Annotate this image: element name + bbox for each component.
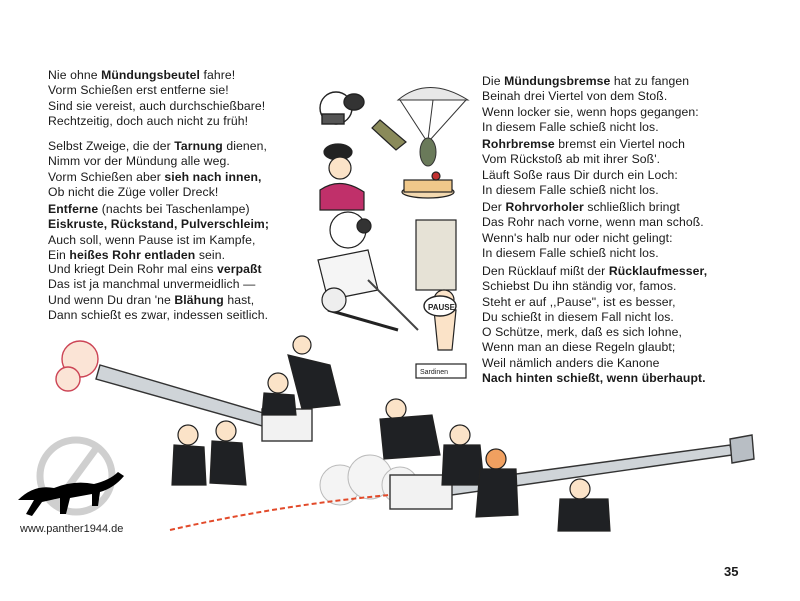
verse-line [482, 137, 685, 152]
pause-sign-label: PAUSE [428, 303, 455, 312]
verse-text: Läuft Soße raus Dir durch ein Loch: [482, 167, 678, 182]
verse-text: Auch soll, wenn Pause ist im Kampfe, [48, 232, 256, 247]
verse-text: Vorm Schießen erst entferne sie! [48, 83, 229, 98]
verse-bold-term: sieh nach innen, [164, 169, 262, 184]
verse-text: Nimm vor der Mündung alle weg. [48, 154, 230, 169]
verse-text: Vom Rückstoß ab mit ihrer Soß'. [482, 152, 661, 167]
verse-text: Du schießt in diesem Fall nicht los. [482, 310, 674, 325]
verse-line [48, 185, 267, 200]
verse-bold-term: Entferne [48, 202, 99, 216]
verse-text: In diesem Falle schieß nicht los. [482, 183, 659, 198]
verse-text: Wenn man an diese Regeln glaubt; [482, 340, 676, 355]
verse-line [482, 89, 699, 104]
right-stanza-3 [482, 200, 704, 262]
verse-text: sein. [195, 248, 226, 263]
left-stanza-3 [48, 202, 269, 264]
verse-bold-term: Rohrvorholer [505, 200, 584, 214]
verse-text: (nachts bei Taschenlampe) [98, 202, 250, 216]
verse-text: Der [482, 200, 506, 214]
verse-bold-term: heißes Rohr entladen [69, 248, 196, 263]
flame-trail-icon [170, 495, 390, 530]
verse-text: Und wenn Du dran 'ne [48, 292, 175, 307]
verse-line [48, 114, 265, 129]
verse-text: Weil nämlich anders die Kanone [482, 355, 660, 370]
verse-line [48, 233, 269, 248]
soldier-head-icon [320, 92, 364, 124]
verse-bold-term: Blähung [174, 292, 224, 307]
verse-line [48, 277, 268, 292]
panther-logo [14, 436, 134, 526]
gun-crew-scene [40, 335, 780, 550]
verse-text: hast, [223, 292, 255, 307]
left-stanza-1 [48, 68, 265, 130]
verse-line [48, 262, 268, 277]
verse-line [482, 152, 685, 167]
page-number: 35 [724, 564, 739, 579]
verse-text: Das Rohr nach vorne, wenn man schoß. [482, 215, 704, 230]
verse-text: Steht er auf ,,Pause", ist es besser, [482, 294, 676, 309]
verse-line [48, 139, 267, 154]
verse-line [48, 99, 265, 114]
parachute-icon [398, 88, 468, 167]
verse-line [48, 83, 265, 98]
verse-text: Vorm Schießen aber [48, 169, 165, 184]
verse-text: dienen, [222, 139, 267, 153]
verse-text: Nie ohne [48, 68, 102, 82]
verse-text: Wenn's halb nur oder nicht gelingt: [482, 230, 673, 245]
verse-line [482, 231, 704, 246]
verse-text: In diesem Falle schieß nicht los. [482, 246, 659, 261]
left-stanza-4 [48, 262, 268, 324]
verse-bold-term: Mündungsbremse [504, 74, 611, 88]
verse-text: Selbst Zweige, die der [48, 139, 175, 153]
verse-text: Schiebst Du ihn ständig vor, famos. [482, 279, 677, 294]
verse-line [48, 170, 267, 185]
verse-line [48, 293, 268, 308]
verse-text: In diesem Falle schieß nicht los. [482, 120, 659, 135]
verse-text: O Schütze, merk, daß es sich lohne, [482, 325, 682, 339]
verse-line [482, 310, 707, 325]
shell-icon [372, 120, 454, 198]
verse-text: Dann schießt es zwar, indessen seitlich. [48, 308, 269, 323]
verse-text: Den Rücklauf mißt der [482, 264, 609, 278]
verse-line [482, 120, 699, 135]
verse-line [48, 202, 269, 217]
verse-text: Ob nicht die Züge voller Dreck! [48, 185, 219, 200]
verse-bold-term: Rücklaufmesser, [608, 264, 708, 278]
verse-line [482, 74, 699, 89]
left-stanza-2 [48, 139, 267, 201]
verse-text: Rechtzeitig, doch auch nicht zu früh! [48, 114, 249, 129]
verse-line [48, 154, 267, 169]
verse-line [482, 183, 685, 198]
verse-text: Die [482, 74, 505, 88]
verse-line [48, 68, 265, 83]
verse-line [48, 308, 268, 323]
verse-text: Und kriegt Dein Rohr mal eins [48, 262, 217, 276]
woman-figure-icon [320, 144, 364, 210]
verse-text: Beinah drei Viertel von dem Stoß. [482, 89, 668, 104]
right-stanza-2 [482, 137, 685, 199]
verse-text: fahre! [199, 68, 236, 82]
verse-text: bremst ein Viertel noch [554, 137, 686, 151]
verse-line [482, 168, 685, 183]
verse-text: Ein [48, 248, 70, 263]
verse-line [482, 246, 704, 261]
verse-bold-term: Tarnung [174, 139, 223, 153]
verse-line [482, 264, 707, 279]
verse-bold-term: Mündungsbeutel [101, 68, 200, 82]
verse-text: Wenn locker sie, wenn hops gegangen: [482, 104, 699, 119]
verse-text: Sind sie vereist, auch durchschießbare! [48, 98, 266, 113]
verse-text: Das ist ja manchmal unvermeidlich — [48, 277, 256, 292]
verse-line [48, 217, 269, 232]
verse-line [482, 279, 707, 294]
cleaning-soldier-icon [318, 212, 398, 330]
right-stanza-1 [482, 74, 699, 136]
soldier-group-right-icon [380, 399, 610, 531]
door-pause-icon [416, 220, 456, 350]
muzzle-blast-icon [56, 341, 98, 391]
watermark-url: www.panther1944.de [20, 523, 124, 535]
verse-text: schließlich bringt [583, 200, 680, 214]
verse-line [482, 105, 699, 120]
verse-bold-term: Nach hinten schießt, wenn überhaupt. [482, 371, 706, 386]
verse-bold-term: Rohrbremse [482, 137, 555, 151]
verse-line [482, 295, 707, 310]
right-stanza-4 [482, 264, 707, 326]
verse-text: hat zu fangen [610, 74, 690, 88]
verse-line [482, 200, 704, 215]
verse-line [482, 215, 704, 230]
verse-bold-term: Eiskruste, Rückstand, Pulverschleim; [48, 217, 270, 232]
verse-bold-term: verpaßt [216, 262, 262, 276]
sardine-tin-label: Sardinen [420, 369, 449, 376]
